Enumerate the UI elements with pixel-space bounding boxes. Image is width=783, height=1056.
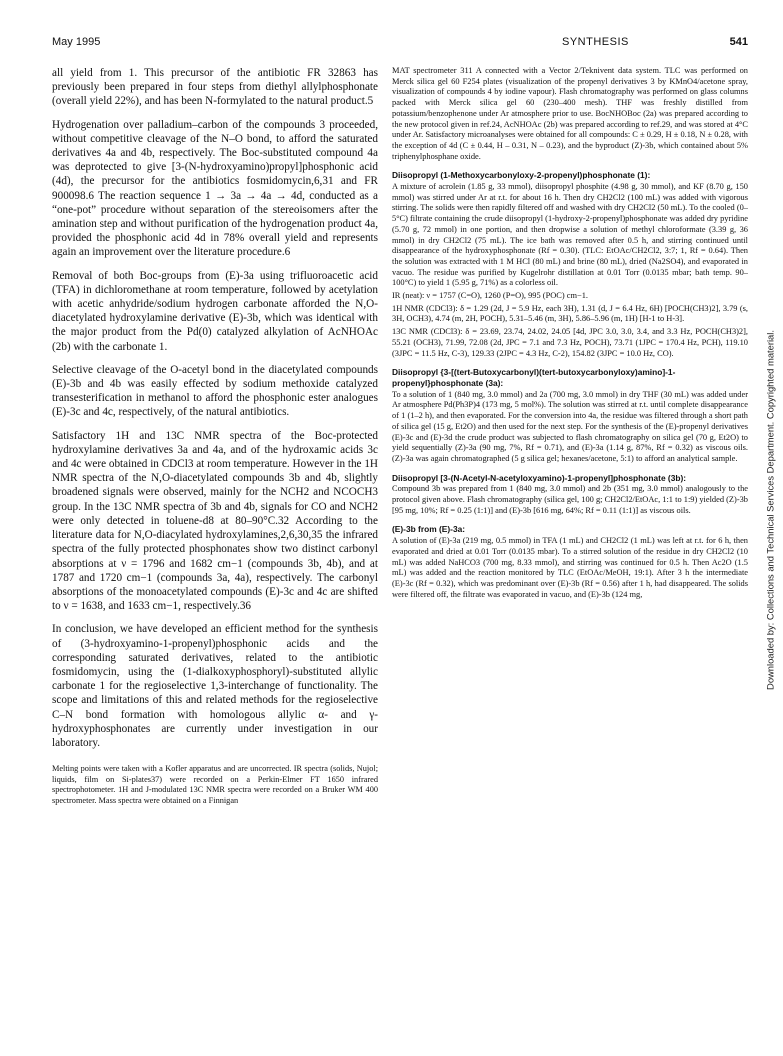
compound-procedure: A mixture of acrolein (1.85 g, 33 mmol), diisopropyl phosphite (4.98 g, 30 mmol), and KF (8.70 g, 150 mmol) was stirred under Ar at r.t. for about 16 h. Then dry CH2Cl2 (100 mL) was added with vigorous stirring. The solids were then rapidly filtered off and washed with dry CH2Cl2 (50 mL). To the cooled (0–5°C) filtrate containing the crude diisopropyl (1-hydroxy-2-propenyl)phosphonate was added dry pyridine (5.70 g, 72 mmol) in one portion, and then dropwise a solution of methyl chloroformate (3.39 g, 36 mmol) in dry CH2Cl2 (75 mL). The ice bath was removed after 0.5 h, and stirring continued until disappearance of the hydroxyphosphonate (Rf = 0.30). (TLC: EtOAc/CH2Cl2, 3:7; 1, Rf = 0.64). Then the solution was extracted with 1 M HCl (80 mL) and brine (80 mL), dried (Na2SO4), and evaporated in vacuo. The residue was purified by Kugelrohr distillation at 0.01 Torr (0.0135 mbar; bath temp. 90–100°C) to yield 1 (5.95 g, 71%) as a colorless oil. (392, 182, 748, 288)
download-notice (764, 290, 776, 730)
header-date: May 1995 (52, 36, 101, 48)
compound-section (392, 473, 748, 517)
conclusion-paragraph: In conclusion, we have developed an efficient method for the synthesis of (3-hydroxyamino-1-propenyl)phosphonic acids and the corresponding saturated derivatives, related to the antibiotic fosmidomycin, using the (1-dialkoxyphosphoryl)-substituted allylic carbonate 1 for the regioselective 1,3-interchange of functionality. The scope and limitations of this and related methods for the regioselective C–N bond formation with homologous allylic α- and γ-hydroxyphosphonates are currently under investigation in our laboratory. (52, 623, 378, 749)
spectral-data-1h-nmr: 1H NMR (CDCl3): δ = 1.29 (2d, J = 5.9 Hz, each 3H), 1.31 (d, J = 6.4 Hz, 6H) [POCH(CH3)2], 3.79 (s, 3H, OCH3), 4.74 (m, 2H, POCH), 5.31–5.46 (m, 3H), 5.86–5.96 (m, 1H) [H-1 to H-3]. (392, 303, 748, 324)
compound-section (392, 524, 748, 600)
body-paragraph: Selective cleavage of the O-acetyl bond in the diacetylated compounds (E)-3b and 4b was easily effected by sodium methoxide catalyzed transesterification in methanol to afford the phosphonic ester analogues (E)-3c and 4c, respectively, of the natural antibiotics. (52, 363, 378, 419)
header-page-number: 541 (729, 36, 748, 48)
experimental-general-text: MAT spectrometer 311 A connected with a Vector 2/Teknivent data system. TLC was performed on Merck silica gel 60 F254 plates (visualization of the propenyl derivatives 3 by KMnO4/acetone spray, visualization of compounds 4 by iodine vapour). Flash chromatography was performed on glass columns packed with Merck silica gel 60 (230–400 mesh). THF was freshly distilled from potassium/benzophenone under Ar atmosphere prior to use. BocNHOBoc (2a) was prepared according to the new protocol given in ref.24, AcNHOAc (2b) was prepared according to ref.29, and was stored at 4°C under Ar. Satisfactory microanalyses were obtained for all compounds: C ± 0.29, H ± 0.18, N ± 0.28, with the exception of 4d (C ± 0.44, H – 0.31, N – 0.23), and the byproduct (Z)-3b, which contained about 5% triphenylphosphane oxide. (392, 66, 748, 161)
left-column (52, 66, 378, 807)
running-header (52, 36, 748, 52)
experimental-continued (392, 66, 748, 162)
download-notice-text: Downloaded by: Collections and Technical Services Department. Copyrighted material. (764, 330, 776, 690)
compound-procedure: Compound 3b was prepared from 1 (840 mg, 3.0 mmol) and 2b (351 mg, 3.0 mmol) analogously to the protocol given above. Flash chromatography (silica gel, 100 g; CH2Cl2/EtOAc, 1:1 to 1:9) yielded (Z)-3b [95 mg, 10%; Rf = 0.25 (1:1)] and (E)-3b [616 mg, 64%; Rf = 0.11 (1:1)] as viscous oils. (392, 484, 748, 515)
body-paragraph: Hydrogenation over palladium–carbon of the compounds 3 proceeded, without competitive cleavage of the N–O bond, to afford the saturated derivatives 4a and 4b, respectively. The Boc-substituted compound 4a was deprotected to give [3-(N-hydroxyamino)propyl]phosphonic acid (4d), the precursor for the antibiotics fosmidomycin,6,31 and FR 900098.6 The reaction sequence 1 → 3a → 4a → 4d, conducted as a “one-pot” procedure without separation of the stereoisomers after the amination step and without purification of the hydrogenation product 4a, provided the phosphonic acid 4d in 78% overall yield and represents again an improvement over the literature procedure.6 (52, 118, 378, 259)
compound-section (392, 367, 748, 464)
compound-procedure: A solution of (E)-3a (219 mg, 0.5 mmol) in TFA (1 mL) and CH2Cl2 (1 mL) was left at r.t. for 6 h, then evaporated and dried at 0.01 Torr (0.0135 mbar). To a stirred solution of the residue in dry CH2Cl2 (10 mL) was added NaHCO3 (700 mg, 8.33 mmol), and stirring was continued for 0.5 h. Then Ac2O (1.5 mL) was added and the reaction monitored by TLC (EtOAc/MeOH, 19:1). After 3 h the intermediate (E)-3c (Rf = 0.32), which was predominant over (E)-3b (Rf = 0.56) after 1 h, had disappeared. The solids were filtered off, the filtrate was evaporated in vacuo, and (E)-3b (124 mg, (392, 536, 748, 599)
header-journal-name: SYNTHESIS (562, 36, 629, 48)
compound-section (392, 170, 748, 359)
spectral-data-13c-nmr: 13C NMR (CDCl3): δ = 23.69, 23.74, 24.02, 24.05 [4d, JPC 3.0, 3.0, 3.4, and 3.3 Hz, POCH(CH3)2], 55.21 (OCH3), 71.99, 72.08 (2d, JPC = 7.1 and 7.3 Hz, POCH), 73.71 (1JPC = 170.4 Hz, PCH), 119.10 (3JPC = 11.5 Hz, C-3), 129.33 (2JPC = 4.3 Hz, C-2), 154.82 (3JPC = 10.0 Hz, CO). (392, 327, 748, 358)
body-paragraph: Satisfactory 1H and 13C NMR spectra of the Boc-protected hydroxylamine derivatives 3a and 4a, and of the hydroxamic acids 3c and 4c were obtained in CDCl3 at room temperature. However in the 1H NMR spectra of the N,O-diacetylated compounds 3b and 4b, slightly broadened signals were observed, mainly for the NCH2 and NCOCH3 group. In the 13C NMR spectra of 3b and 4b, signals for CO and NCH2 were only detected in toluene-d8 at 80–90°C.32 According to the literature data for N,O-diacylated hydroxylamines,2,6,30,35 the infrared spectra of the fully protected phosphonates show two distinct carbonyl absorptions at ν = 1796 and 1682 cm−1 (compounds 3b, 4b), and at 1787 and 1720 cm−1 (compounds 3a, 4a), respectively. The carbonyl absorptions of the monoacetylated compounds (E)-3c and 4c are shifted to ν = 1638, and 1633 cm−1, respectively.36 (52, 429, 378, 613)
body-paragraph: all yield from 1. This precursor of the antibiotic FR 32863 has previously been prepared in four steps from diethyl allylphosphonate (overall yield 22%), and has been N-formylated to the natural product.5 (52, 67, 378, 108)
right-column (392, 66, 748, 608)
experimental-intro: Melting points were taken with a Kofler apparatus and are uncorrected. IR spectra (solids, Nujol; liquids, film on Si-plates37) were recorded on a Perkin-Elmer FT 1650 infrared spectrophotometer. 1H and J-modulated 13C NMR spectra were recorded on a Bruker WM 400 spectrometer. Mass spectra were obtained on a Finnigan (52, 764, 378, 805)
compound-heading: Diisopropyl {3-[(tert-Butoxycarbonyl)(tert-butoxycarbonyloxy)amino]-1-propenyl}phosphonate (3a): (392, 367, 676, 388)
compound-procedure: To a solution of 1 (840 mg, 3.0 mmol) and 2a (700 mg, 3.0 mmol) in dry THF (30 mL) was added under Ar atmosphere Pd(Ph3P)4 (173 mg, 5 mol%). The solution was stirred at r.t. until complete disappearance of 1 (1–2 h), and then evaporated. For the conversion into 4a, the residue was filtered through a short path of silica gel (15 g, Et2O) and then used for the next step. For the synthesis of the (E)-propenyl derivatives (E)-3c and (E)-3d the crude product was subjected to flash chromatography on silica gel (70 g, Et2O) to yield sequentially (Z)-3a (90 mg, 7%, Rf = 0.71), and (E)-3a (1.14 g, 87%, Rf = 0.32) as viscous oils. (Z)-3a was again chromatographed (5 g silica gel; hexanes/acetone, 5:1) to afford an analytical sample. (392, 389, 748, 463)
compound-heading: (E)-3b from (E)-3a: (392, 524, 466, 535)
spectral-data-ir: IR (neat): ν = 1757 (C=O), 1260 (P=O), 995 (POC) cm−1. (392, 291, 588, 301)
compound-heading: Diisopropyl [3-(N-Acetyl-N-acetyloxyamino)-1-propenyl]phosphonate (3b): (392, 472, 687, 483)
body-paragraph: Removal of both Boc-groups from (E)-3a using trifluoroacetic acid (TFA) in dichloromethane at room temperature, followed by acetylation with acetic anhydride/sodium hydrogen carbonate afforded the N,O-diacetylated hydroxylamine derivative (E)-3b, which was identical with the major product from the Pd(0) catalyzed alkylation of AcNHOAc (2b) with the carbonate 1. (52, 269, 378, 353)
compound-heading: Diisopropyl (1-Methoxycarbonyloxy-2-propenyl)phosphonate (1): (392, 170, 651, 181)
